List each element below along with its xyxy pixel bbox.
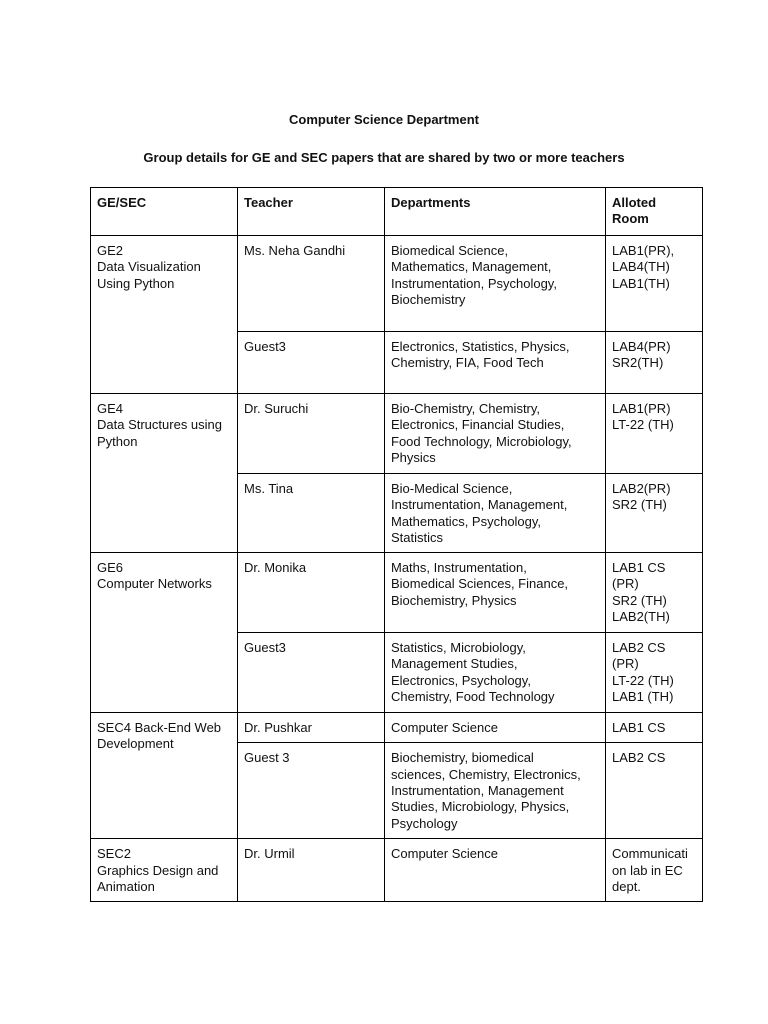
teacher-cell: Ms. Neha Gandhi <box>238 236 385 332</box>
paper-cell: SEC2 Graphics Design and Animation <box>91 839 238 902</box>
document-title: Computer Science Department <box>289 112 479 127</box>
column-header-departments: Departments <box>385 188 606 236</box>
departments-cell: Computer Science <box>385 839 606 902</box>
room-cell: LAB2 CS (PR) LT-22 (TH) LAB1 (TH) <box>606 633 703 713</box>
room-cell: LAB1 CS (PR) SR2 (TH) LAB2(TH) <box>606 553 703 633</box>
paper-cell: GE6 Computer Networks <box>91 553 238 713</box>
departments-cell: Computer Science <box>385 713 606 743</box>
departments-cell: Bio-Chemistry, Chemistry, Electronics, Financial Studies, Food Technology, Microbiology, Physics <box>385 394 606 474</box>
teacher-cell: Dr. Suruchi <box>238 394 385 474</box>
column-header-room: Alloted Room <box>606 188 703 236</box>
departments-cell: Maths, Instrumentation, Biomedical Sciences, Finance, Biochemistry, Physics <box>385 553 606 633</box>
teacher-cell: Guest3 <box>238 332 385 394</box>
departments-cell: Biochemistry, biomedical sciences, Chemistry, Electronics, Instrumentation, Management Studies, Microbiology, Physics, Psychology <box>385 743 606 839</box>
departments-cell: Bio-Medical Science, Instrumentation, Management, Mathematics, Psychology, Statistics <box>385 474 606 553</box>
room-cell: LAB2 CS <box>606 743 703 839</box>
column-header-paper: GE/SEC <box>91 188 238 236</box>
teacher-cell: Dr. Pushkar <box>238 713 385 743</box>
teacher-cell: Guest 3 <box>238 743 385 839</box>
table-row <box>91 394 703 474</box>
teacher-cell: Dr. Urmil <box>238 839 385 902</box>
document-subtitle: Group details for GE and SEC papers that are shared by two or more teachers <box>143 150 625 165</box>
departments-cell: Biomedical Science, Mathematics, Management, Instrumentation, Psychology, Biochemistry <box>385 236 606 332</box>
departments-cell: Statistics, Microbiology, Management Studies, Electronics, Psychology, Chemistry, Food Technology <box>385 633 606 713</box>
room-cell: LAB1(PR), LAB4(TH) LAB1(TH) <box>606 236 703 332</box>
paper-cell: GE2 Data Visualization Using Python <box>91 236 238 394</box>
group-details-table <box>90 187 703 902</box>
room-cell: LAB1(PR) LT-22 (TH) <box>606 394 703 474</box>
table-row <box>91 713 703 743</box>
table-header-row <box>91 188 703 236</box>
paper-cell: GE4 Data Structures using Python <box>91 394 238 553</box>
table-row <box>91 553 703 633</box>
room-cell: LAB2(PR) SR2 (TH) <box>606 474 703 553</box>
teacher-cell: Guest3 <box>238 633 385 713</box>
room-cell: LAB4(PR) SR2(TH) <box>606 332 703 394</box>
departments-cell: Electronics, Statistics, Physics, Chemistry, FIA, Food Tech <box>385 332 606 394</box>
teacher-cell: Ms. Tina <box>238 474 385 553</box>
teacher-cell: Dr. Monika <box>238 553 385 633</box>
room-cell: Communicati on lab in EC dept. <box>606 839 703 902</box>
table-row <box>91 236 703 332</box>
paper-cell: SEC4 Back-End Web Development <box>91 713 238 839</box>
room-cell: LAB1 CS <box>606 713 703 743</box>
table-row <box>91 839 703 902</box>
column-header-teacher: Teacher <box>238 188 385 236</box>
